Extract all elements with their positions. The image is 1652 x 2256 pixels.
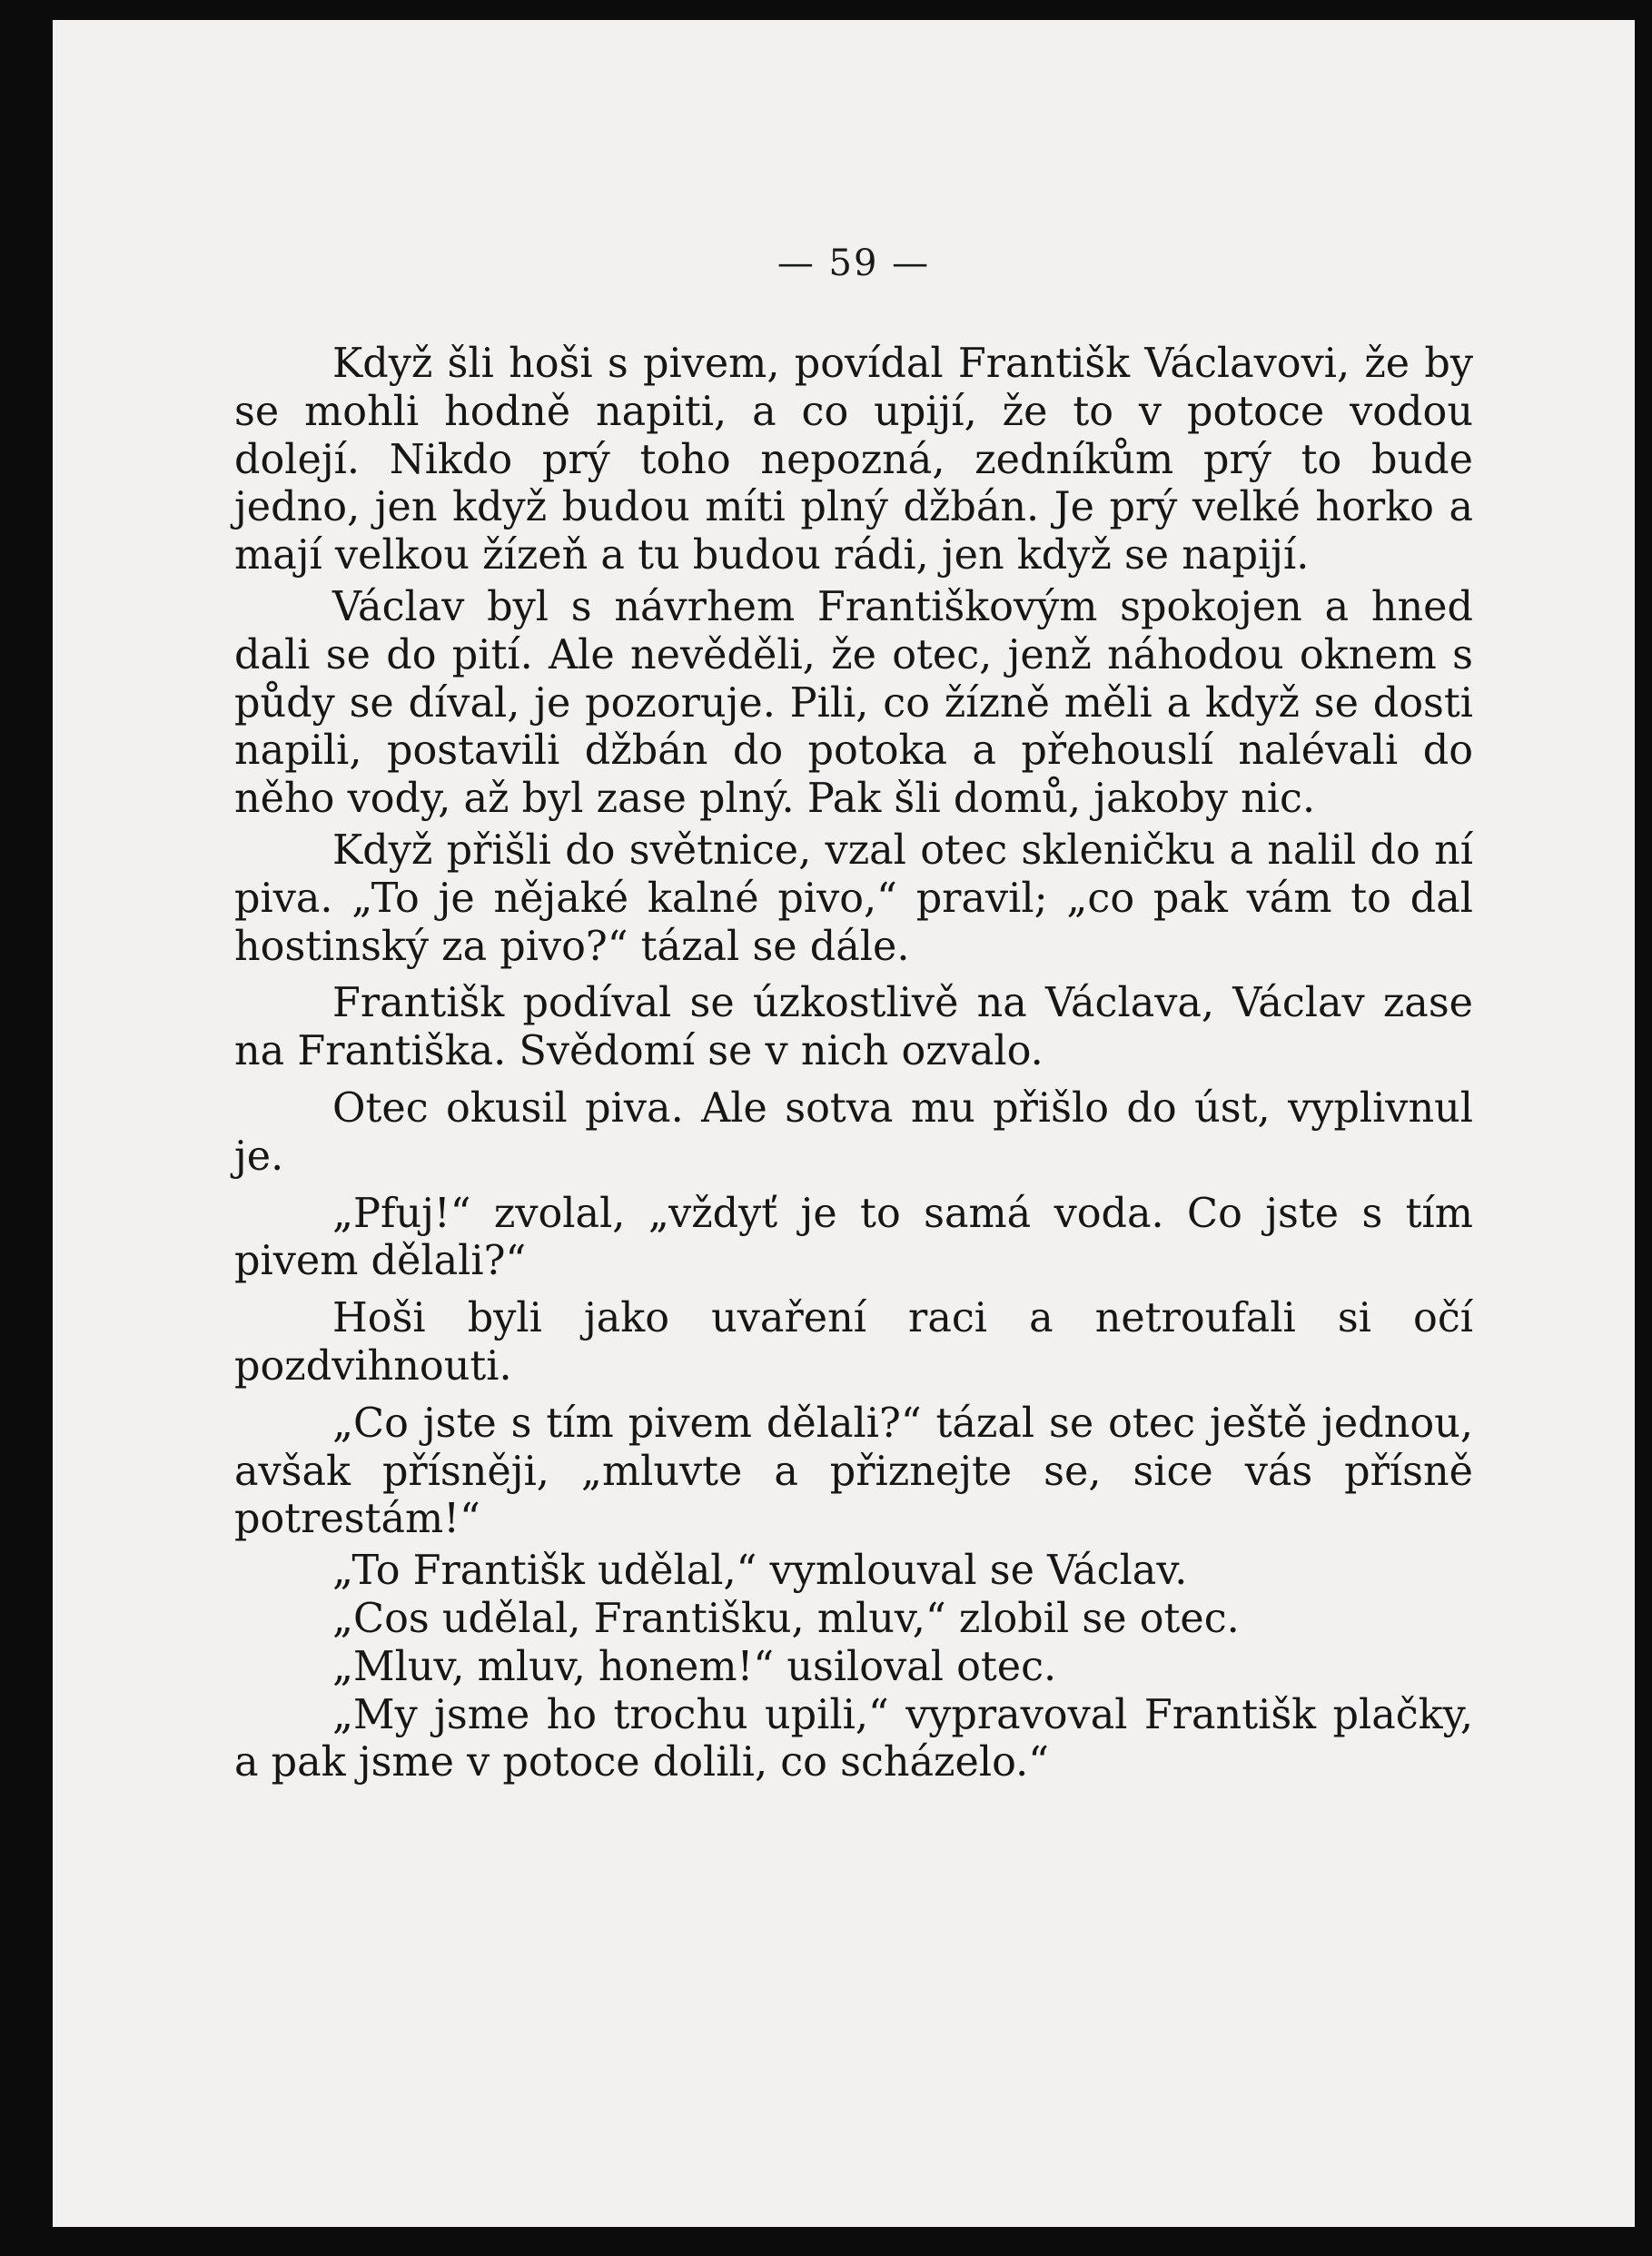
paragraph: Otec okusil piva. Ale sotva mu přišlo do úst, vyplivnul je. xyxy=(234,1084,1473,1180)
paragraph: Františk podíval se úzkostlivě na Václava, Václav zase na Františka. Svědomí se v nich ozvalo. xyxy=(234,980,1473,1075)
paragraph: „To Františk udělal,“ vymlouval se Václav. xyxy=(332,1548,1188,1595)
page-content xyxy=(234,242,1473,1787)
paragraph: „Co jste s tím pivem dělali?“ tázal se otec ještě jednou, avšak přísněji, „mluvte a přiznejte se, sice vás přísně potrestám!“ xyxy=(234,1400,1473,1543)
paragraph: Když přišli do světnice, vzal otec skleničku a nalil do ní piva. „To je nějaké kalné pivo,“ pravil; „co pak vám to dal hostinský za pivo?“ tázal se dále. xyxy=(234,826,1473,970)
paragraph: Václav byl s návrhem Františkovým spokojen a hned dali se do pití. Ale nevěděli, že otec, jenž náhodou oknem s půdy se díval, je pozoruje. Pili, co žízně měli a když se dosti napili, postavili džbán do potoka a přehouslí nalévali do něho vody, až byl zase plný. Pak šli domů, jakoby nic. xyxy=(234,583,1473,823)
book-page xyxy=(53,20,1635,2227)
page-number: — 59 — xyxy=(777,242,931,284)
paragraph: „Mluv, mluv, honem!“ usiloval otec. xyxy=(332,1643,1057,1690)
paragraph: „Cos udělal, Františku, mluv,“ zlobil se otec. xyxy=(332,1595,1240,1642)
paragraph: „Pfuj!“ zvolal, „vždyť je to samá voda. Co jste s tím pivem dělali?“ xyxy=(234,1190,1473,1285)
paragraph: Když šli hoši s pivem, povídal Františk Václavovi, že by se mohli hodně napiti, a co upijí, že to v potoce vodou dolejí. Nikdo prý toho nepozná, zedníkům prý to bude jedno, jen když budou míti plný džbán. Je prý velké horko a mají velkou žízeň a tu budou rádi, jen když se napijí. xyxy=(234,341,1473,579)
paragraph: „My jsme ho trochu upili,“ vypravoval Františk plačky, a pak jsme v potoce dolili, co scházelo.“ xyxy=(234,1691,1473,1786)
paragraph: Hoši byli jako uvaření raci a netroufali si očí pozdvihnouti. xyxy=(234,1295,1473,1390)
